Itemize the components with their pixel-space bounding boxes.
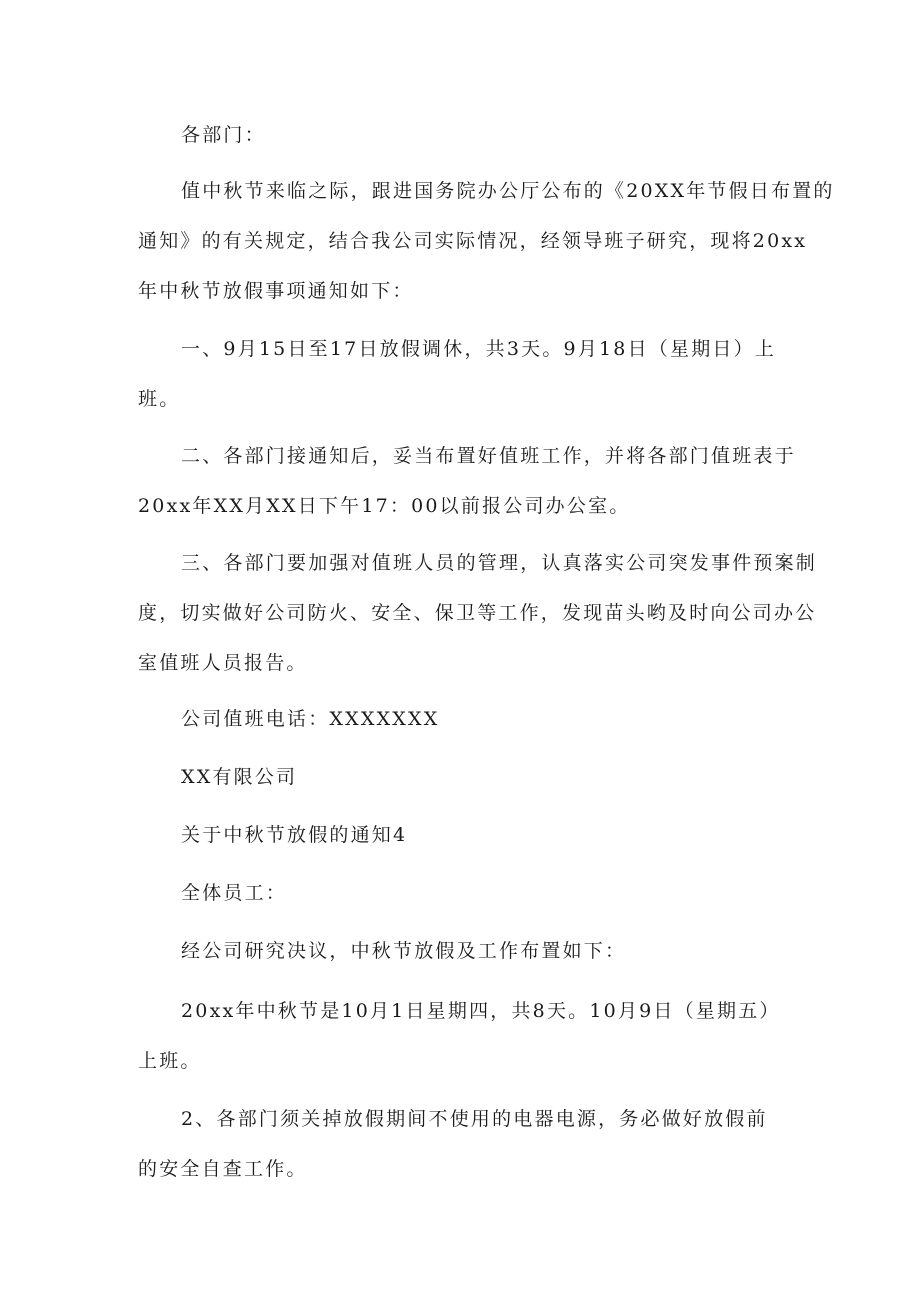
notice-title: 关于中秋节放假的通知4 xyxy=(181,824,408,846)
duty-phone: 公司值班电话：XXXXXXX xyxy=(181,708,440,730)
item-safety-line: 2、各部门须关掉放假期间不使用的电器电源，务必做好放假前 xyxy=(181,1108,768,1130)
item-two-line: 二、各部门接通知后，妥当布置好值班工作，并将各部门值班表于 xyxy=(181,445,796,467)
item-safety-line: 的安全自查工作。 xyxy=(138,1158,308,1180)
paragraph-line: 通知》的有关规定，结合我公司实际情况，经领导班子研究，现将20xx xyxy=(138,230,808,252)
salutation-departments: 各部门： xyxy=(181,124,266,146)
holiday-schedule-line: 上班。 xyxy=(138,1050,202,1072)
item-three-line: 度，切实做好公司防火、安全、保卫等工作，发现苗头哟及时向公司办公 xyxy=(138,602,817,624)
paragraph-line: 年中秋节放假事项通知如下： xyxy=(138,280,414,302)
holiday-schedule-line: 20xx年中秋节是10月1日星期四，共8天。10月9日（星期五） xyxy=(181,1000,781,1022)
item-three-line: 室值班人员报告。 xyxy=(138,652,308,674)
paragraph-line: 值中秋节来临之际，跟进国务院办公厅公布的《20XX年节假日布置的 xyxy=(181,180,835,202)
item-one-line: 一、9月15日至17日放假调休，共3天。9月18日（星期日）上 xyxy=(181,338,776,360)
salutation-staff: 全体员工： xyxy=(181,882,288,904)
intro-paragraph: 经公司研究决议，中秋节放假及工作布置如下： xyxy=(181,940,627,962)
company-name: XX有限公司 xyxy=(181,766,298,788)
item-two-line: 20xx年XX月XX日下午17：00以前报公司办公室。 xyxy=(138,495,631,517)
item-one-line: 班。 xyxy=(138,388,181,410)
item-three-line: 三、各部门要加强对值班人员的管理，认真落实公司突发事件预案制 xyxy=(181,552,818,574)
